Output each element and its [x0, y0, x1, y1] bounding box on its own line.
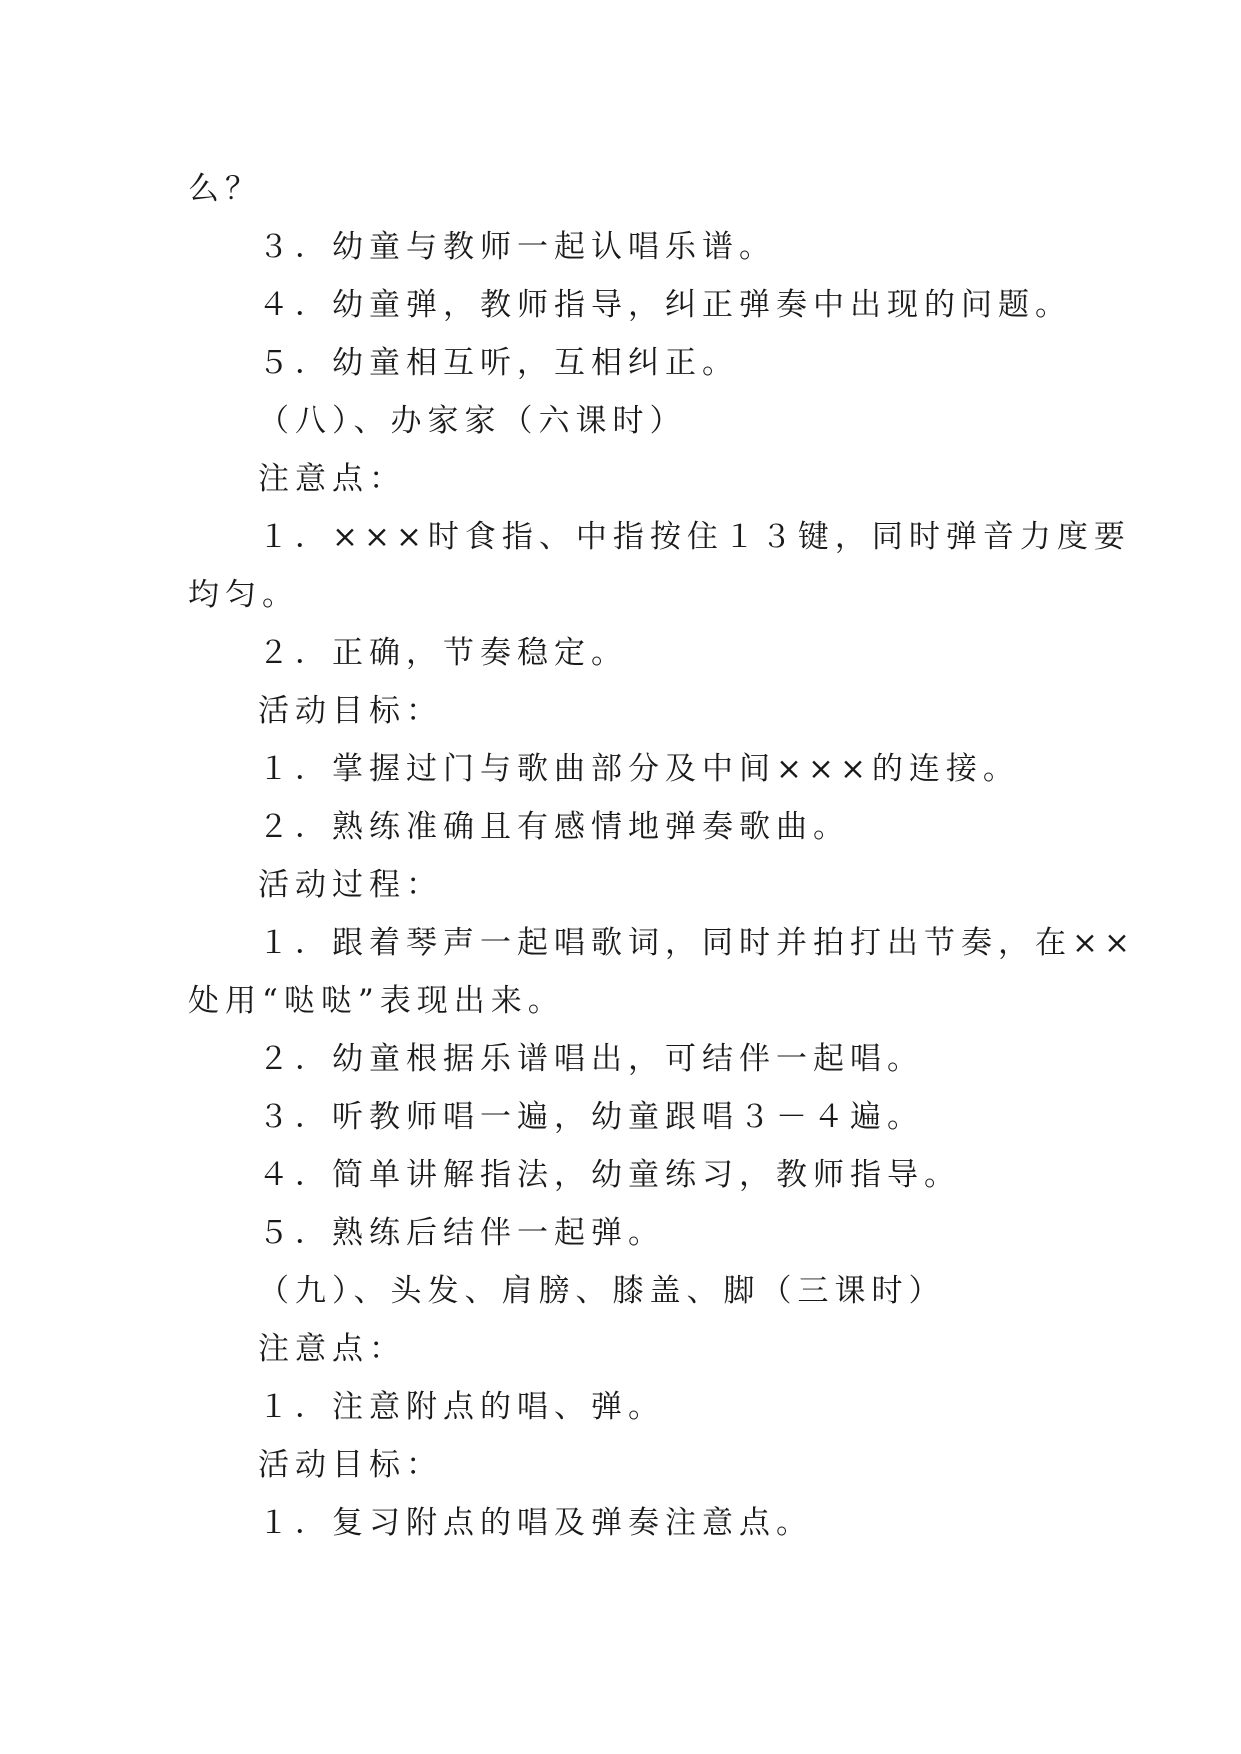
subsection-label: 注意点：: [258, 461, 406, 497]
text-line: ４．简单讲解指法，幼童练习，教师指导。: [258, 1157, 961, 1193]
text-line: １．注意附点的唱、弹。: [258, 1389, 665, 1425]
text-line: ２．熟练准确且有感情地弹奏歌曲。: [258, 809, 850, 845]
text-line: ２．正确，节奏稳定。: [258, 635, 628, 671]
document-body: [188, 160, 1136, 1552]
text-line: ５．幼童相互听，互相纠正。: [258, 345, 739, 381]
subsection-label: 活动目标：: [258, 693, 443, 729]
text-line: １．掌握过门与歌曲部分及中间×××的连接。: [258, 751, 1020, 787]
subsection-label: 活动目标：: [258, 1447, 443, 1483]
text-line: 么？: [188, 171, 262, 207]
text-line: ３．听教师唱一遍，幼童跟唱３－４遍。: [258, 1099, 924, 1135]
section-heading: （九）、头发、肩膀、膝盖、脚（三课时）: [258, 1273, 946, 1309]
text-line: 处用“哒哒”表现出来。: [188, 983, 565, 1019]
text-line: ４．幼童弹，教师指导，纠正弹奏中出现的问题。: [258, 287, 1072, 323]
text-line: １．×××时食指、中指按住１３键，同时弹音力度要: [258, 519, 1131, 555]
section-heading: （八）、办家家（六课时）: [258, 403, 687, 439]
text-line: １．跟着琴声一起唱歌词，同时并拍打出节奏，在××: [258, 925, 1136, 961]
text-line: ５．熟练后结伴一起弹。: [258, 1215, 665, 1251]
text-line: ２．幼童根据乐谱唱出，可结伴一起唱。: [258, 1041, 924, 1077]
text-line: ３．幼童与教师一起认唱乐谱。: [258, 229, 776, 265]
subsection-label: 注意点：: [258, 1331, 406, 1367]
text-line: 均匀。: [188, 577, 299, 613]
text-line: １．复习附点的唱及弹奏注意点。: [258, 1505, 813, 1541]
subsection-label: 活动过程：: [258, 867, 443, 903]
